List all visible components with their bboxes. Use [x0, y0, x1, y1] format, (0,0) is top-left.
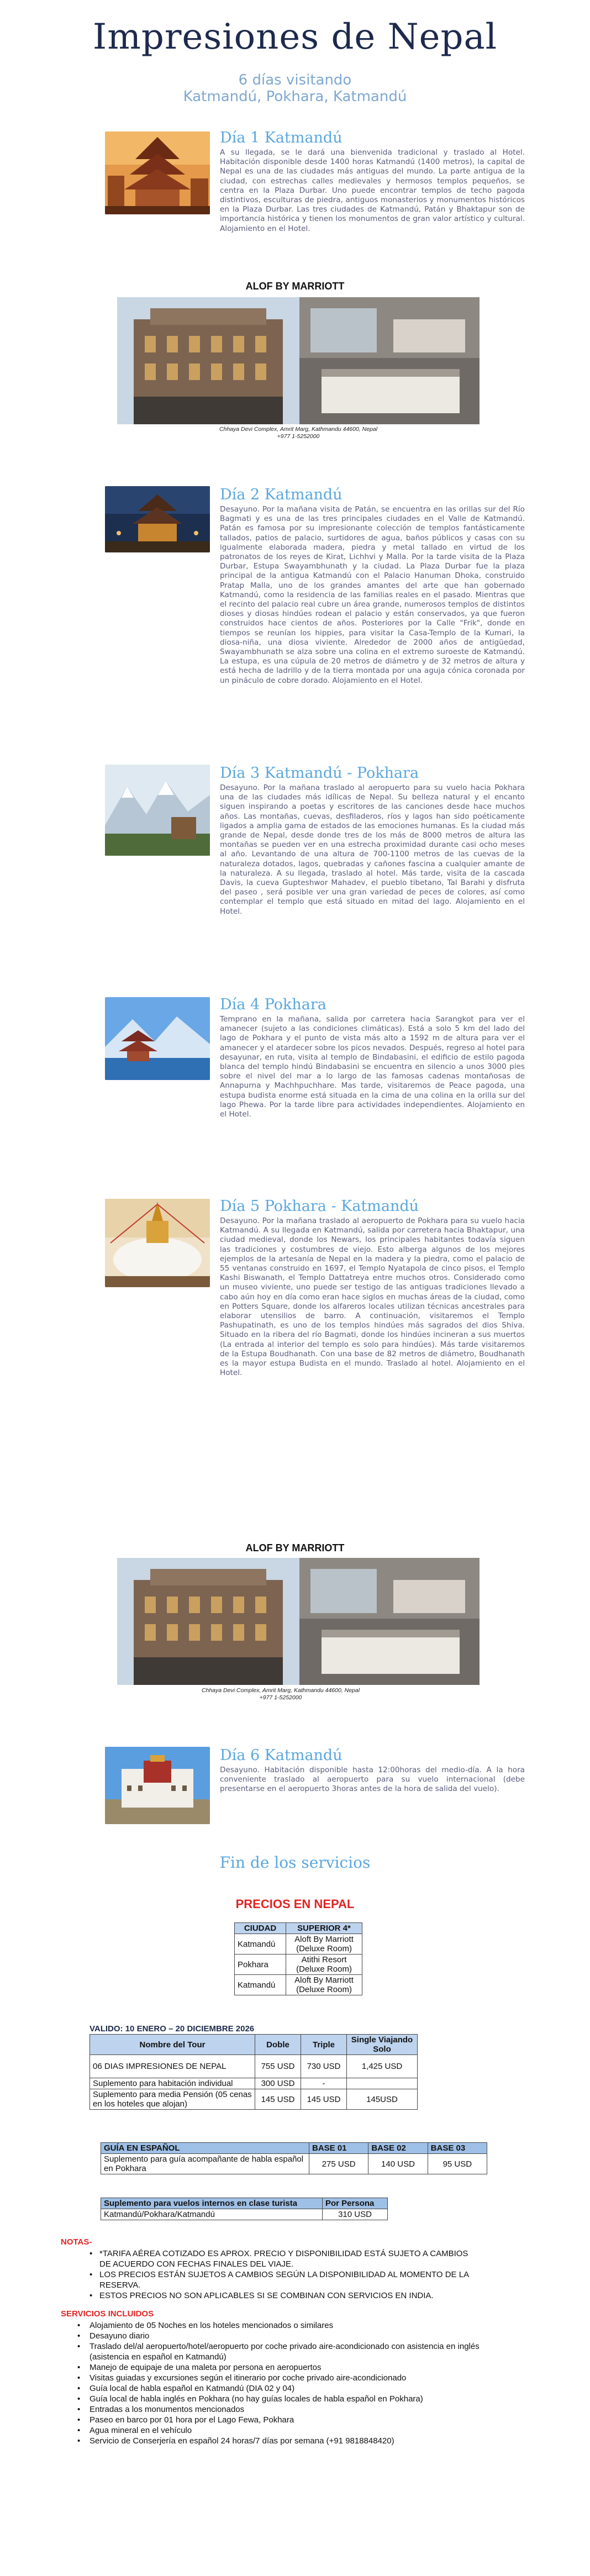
subtitle-cities: Katmandú, Pokhara, Katmandú — [183, 88, 407, 105]
table-cell: 95 USD — [428, 2154, 487, 2174]
list-item: • LOS PRECIOS ESTÁN SUJETOS A CAMBIOS SEGÚN LA DISPONIBILIDAD AL MOMENTO DE LA RESERVA. — [61, 2269, 481, 2290]
day6-text: Desayuno. Habitación disponible hasta 12:00horas del medio-día. A la hora conveniente traslado al aeropuerto para su vuelo internacional (debe presentarse en el aeropuerto 3horas antes de la hora de salida del vuelo). — [220, 1766, 525, 1794]
table-cell: 145 USD — [301, 2089, 347, 2110]
hotels-table-city: Pokhara — [235, 1955, 286, 1975]
hotel1-room-image — [299, 297, 480, 424]
guide-table — [101, 2142, 487, 2174]
table-row — [235, 1934, 362, 1955]
guide-table-header: BASE 02 — [368, 2143, 428, 2154]
hotel2-name: ALOF BY MARRIOTT — [245, 1542, 345, 1553]
hotel2-phone: +977 1-5252000 — [259, 1694, 302, 1701]
hotel2-room-image — [299, 1558, 480, 1685]
table-cell: 300 USD — [255, 2078, 301, 2089]
day2-text: Desayuno. Por la mañana visita de Patán, se encuentra en las orillas sur del Río Bagmati y es una de las tres principales ciudades en el Valle de Katmandú. Patán es famosa por su impresionante colección de templos fantásticamente tallados, patios de palacio, surtidores de agua, baños públicos y casas con su igualmente elaborada madera, piedra y metal tallado en virtud de los patronatos de los reyes de Kirat, Lichhvi y Malla. Por la tarde visita de la Plaza Durbar, Estupa Swayambhunath y la ciudad. La Plaza Durbar fue la plaza principal de la antigua Katmandú con el Palacio Hanuman Dhoka, construido Pratap Malla, uno de los grandes amantes del arte que han gobernado Katmandú, como la residencia de las familias reales en el pasado. Mientras que el recinto del palacio real cubre un área grande, numerosos templos de distintos dioses y diosas hindúes rodean el palacio y están conservados, ya que fueron construidos hace cientos de años. Posteriores por la Calle "Frik", donde en tiempos se reunían los hippies, para visitar la Casa-Templo de la Kumari, la diosa-niña, una diosa viviente. Alrededor de 2000 años de antigüedad, Swayambhunath se alza sobre una colina en el extremo suroeste de Katmandú. La estupa, es una cúpula de 20 metros de diámetro y de 32 metros de altura y está hecha de ladrillo y de la tierra montada por una aguja cónica coronada por un pináculo de cobre dorado. Alojamiento en el Hotel. — [220, 505, 525, 685]
hotels-table-hotel: Atithi Resort (Deluxe Room) — [286, 1955, 362, 1975]
prices-table-header-tour: Nombre del Tour — [90, 2035, 255, 2055]
notes-title: NOTAS- — [61, 2237, 92, 2247]
table-row — [90, 2089, 418, 2110]
hotel1-name: ALOF BY MARRIOTT — [245, 281, 345, 292]
list-item: • *TARIFA AÉREA COTIZADO ES APROX. PRECIO Y DISPONIBILIDAD ESTÁ SUJETO A CAMBIOS DE ACUERDO CON FECHAS FINALES DEL VIAJE. — [61, 2248, 481, 2269]
table-cell: Suplemento para guía acompañante de habla español en Pokhara — [101, 2154, 309, 2174]
hotels-table-header-city: CIUDAD — [235, 1923, 286, 1934]
list-item: • Alojamiento de 05 Noches en los hoteles mencionados o similares — [61, 2320, 514, 2331]
list-item: • Servicio de Conserjería en español 24 horas/7 días por semana (+91 9818848420) — [61, 2436, 514, 2446]
list-item: • Guía local de habla inglés en Pokhara (no hay guías locales de habla español en Pokhara) — [61, 2394, 514, 2404]
table-cell: Suplemento para media Pensión (05 cenas en los hoteles que alojan) — [90, 2089, 255, 2110]
day2-title: Día 2 Katmandú — [220, 486, 343, 503]
services-title: SERVICIOS INCLUIDOS — [61, 2309, 154, 2319]
prices-table-header-triple: Triple — [301, 2035, 347, 2055]
list-item: • Agua mineral en el vehículo — [61, 2425, 514, 2436]
table-cell: 06 DIAS IMPRESIONES DE NEPAL — [90, 2055, 255, 2078]
table-cell: 145USD — [347, 2089, 418, 2110]
table-row — [101, 2154, 487, 2174]
flights-table-header: Suplemento para vuelos internos en clase turista — [101, 2198, 323, 2209]
prices-table — [89, 2034, 418, 2110]
list-item: • ESTOS PRECIOS NO SON APLICABLES SI SE COMBINAN CON SERVICIOS EN INDIA. — [61, 2290, 481, 2301]
hotels-table-city: Katmandú — [235, 1975, 286, 1995]
day4-image — [105, 997, 210, 1080]
day1-title: Día 1 Katmandú — [220, 129, 343, 146]
table-row — [235, 1975, 362, 1995]
end-of-services-heading: Fin de los servicios — [219, 1853, 371, 1872]
list-item: • Traslado del/al aeropuerto/hotel/aeropuerto por coche privado aire-acondicionado con asistencia en inglés (asistencia en español en Katmandú) — [61, 2341, 514, 2362]
hotel1-photos — [117, 297, 480, 424]
guide-table-header: GUÍA EN ESPAÑOL — [101, 2143, 309, 2154]
list-item: • Paseo en barco por 01 hora por el Lago Fewa, Pokhara — [61, 2415, 514, 2425]
subtitle-days: 6 días visitando — [238, 72, 352, 88]
hotel1-exterior-image — [117, 297, 299, 424]
day6-title: Día 6 Katmandú — [220, 1747, 343, 1764]
flights-table — [101, 2198, 388, 2220]
hotel1-phone: +977 1-5252000 — [277, 433, 320, 440]
flights-table-header: Por Persona — [323, 2198, 388, 2209]
day1-image — [105, 131, 210, 214]
day5-title: Día 5 Pokhara - Katmandú — [220, 1198, 419, 1215]
prices-table-header-double: Doble — [255, 2035, 301, 2055]
day4-title: Día 4 Pokhara — [220, 996, 326, 1013]
day4-text: Temprano en la mañana, salida por carretera hacia Sarangkot para ver el amanecer (sujeto a las condiciones climáticas). Está a solo 5 km del lado del lago de Pokhara y el punto de vista más alto a 1592 m de altura para ver el amanecer y el atardecer sobre los picos nevados. Después, regreso al hotel para desayunar, en ruta, visita al templo de Bindabasini, el edificio de estilo pagoda blanca del templo hindú Bindabasini se encuentra en silencio a unos 3000 pies sobre el nivel del mar a lo largo de las famosas cadenas montañosas de Annapurna y Machhpuchhare. Mas tarde, visitaremos de Peace pagoda, una estupa budista enorme está situada en la cima de una colina en la orilla sur del lago Phewa. Por la tarde libre para actividades independientes. Alojamiento en el Hotel. — [220, 1015, 525, 1119]
day1-text: A su llegada, se le dará una bienvenida tradicional y traslado al Hotel. Habitación disponible desde 1400 horas Katmandú (1400 metros), la capital de Nepal es una de las ciudades más antiguas del mundo. La parte antigua de la ciudad, con estrechas calles medievales y hermosos templos pequeños, se centra en la Plaza Durbar. Uno puede encontrar templos de techo pagoda distintivos, esculturas de piedra, antiguos monasterios y monumentos históricos en la Plaza Durbar. Las tres ciudades de Katmandú, Patán y Bhaktapur son de importancia histórica y tienen los monumentos de gran valor artístico y cultural. Alojamiento en el Hotel. — [220, 148, 525, 233]
table-cell: 730 USD — [301, 2055, 347, 2078]
list-item: • Visitas guiadas y excursiones según el itinerario por coche privado aire-acondicionado — [61, 2373, 514, 2383]
day3-title: Día 3 Katmandú - Pokhara — [220, 765, 419, 782]
table-cell: Katmandú/Pokhara/Katmandú — [101, 2209, 323, 2220]
day2-image — [105, 486, 210, 552]
services-list — [61, 2320, 514, 2446]
table-cell: 755 USD — [255, 2055, 301, 2078]
list-item: • Entradas a los monumentos mencionados — [61, 2404, 514, 2415]
list-item: • Manejo de equipaje de una maleta por persona en aeropuertos — [61, 2362, 514, 2373]
hotel2-exterior-image — [117, 1558, 299, 1685]
guide-table-header: BASE 01 — [309, 2143, 368, 2154]
hotels-table-hotel: Aloft By Marriott (Deluxe Room) — [286, 1975, 362, 1995]
hotel1-address: Chhaya Devi Complex, Amrit Marg, Kathmandu 44600, Nepal — [219, 426, 378, 433]
list-item: • Guía local de habla español en Katmandú (DIA 02 y 04) — [61, 2383, 514, 2394]
table-cell: 145 USD — [255, 2089, 301, 2110]
table-row — [235, 1955, 362, 1975]
list-item: • Desayuno diario — [61, 2331, 514, 2341]
table-row — [90, 2055, 418, 2078]
validity-text: VALIDO: 10 ENERO – 20 DICIEMBRE 2026 — [89, 2024, 255, 2034]
day6-image — [105, 1747, 210, 1824]
day5-image — [105, 1199, 210, 1287]
page-title: Impresiones de Nepal — [92, 17, 498, 57]
table-cell: 140 USD — [368, 2154, 428, 2174]
hotels-table-hotel: Aloft By Marriott (Deluxe Room) — [286, 1934, 362, 1955]
hotel2-photos — [117, 1558, 480, 1685]
table-cell: Suplemento para habitación individual — [90, 2078, 255, 2089]
table-cell: - — [301, 2078, 347, 2089]
hotels-table-city: Katmandú — [235, 1934, 286, 1955]
table-cell — [347, 2078, 418, 2089]
prices-heading: PRECIOS EN NEPAL — [235, 1897, 355, 1911]
hotels-table-header-category: SUPERIOR 4* — [286, 1923, 362, 1934]
hotels-table — [234, 1922, 362, 1995]
table-cell: 310 USD — [323, 2209, 388, 2220]
hotel2-address: Chhaya Devi Complex, Amrit Marg, Kathmandu 44600, Nepal — [201, 1687, 360, 1694]
day5-text: Desayuno. Por la mañana traslado al aeropuerto de Pokhara para su vuelo hacia Katmandú. A su llegada en Katmandú, salida por carretera hacia Bhaktapur, una ciudad medieval, donde los Newars, los principales habitantes todavía siguen las tradiciones y costumbres de viejo. Esto alberga algunos de los mejores ejemplos de la artesanía de Nepal en la madera y la piedra, como el palacio de 55 ventanas construido en 1697, el Templo Nyatapola de cinco pisos, el Templo Kashi Biswanath, el Templo Dattatreya entre muchos otros. Considerado como un museo viviente, uno puede ser testigo de las antiguas tradiciones llevado a cabo aún hoy en día como eran hace siglos en muchas áreas de la ciudad, como en Potters Square, donde los alfareros locales utilizan técnicas ancestrales para elaborar utensilios de barro. A continuación, visitaremos el Templo Pashupatinath, es uno de los templos hindúes más sagrados del dios Shiva. Situado en la ribera del río Bagmati, donde los hindúes incineran a sus muertos (La entrada al interior del templo es solo para hindúes). Más tarde visitaremos de la Estupa Boudhanath. Con una base de 82 metros de diámetro, Boudhanath es la mayor estupa Budista en el mundo. Traslado al hotel. Alojamiento en el Hotel. — [220, 1216, 525, 1378]
table-cell: 275 USD — [309, 2154, 368, 2174]
table-cell: 1,425 USD — [347, 2055, 418, 2078]
table-row — [90, 2078, 418, 2089]
prices-table-header-single: Single Viajando Solo — [347, 2035, 418, 2055]
guide-table-header: BASE 03 — [428, 2143, 487, 2154]
day3-text: Desayuno. Por la mañana traslado al aeropuerto para su vuelo hacia Pokhara una de las ciudades más idílicas de Nepal. Su belleza natural y el encanto siguen inspirando a poetas y escritores de las canciones desde hace muchos años. Las montañas, cuevas, desfiladeros, ríos y lagos han sido poéticamente ligados a amplia gama de estados de las emociones humanas. Es la ciudad más grande de Nepal, desde donde tres de los más de 8000 metros de altura las montañas se pueden ver en una estrecha proximidad durante casi ocho meses al año. Levantando de una altura de 700-1100 metros de las cuevas de la naturaleza dotados, lagos, quebradas y cañones fascina a cualquier amante de la naturaleza. A su llegada, traslado al hotel. Más tarde, visita de la cascada Davis, la cueva Gupteshwor Mahadev, el pueblo tibetano, Tal Barahi y disfruta del paseo , será posible ver una gran variedad de peces de colores, así como contemplar el templo que está situado en mitad del lago. Alojamiento en el Hotel. — [220, 783, 525, 916]
notes-list — [61, 2248, 481, 2301]
day3-image — [105, 765, 210, 856]
table-row — [101, 2209, 388, 2220]
